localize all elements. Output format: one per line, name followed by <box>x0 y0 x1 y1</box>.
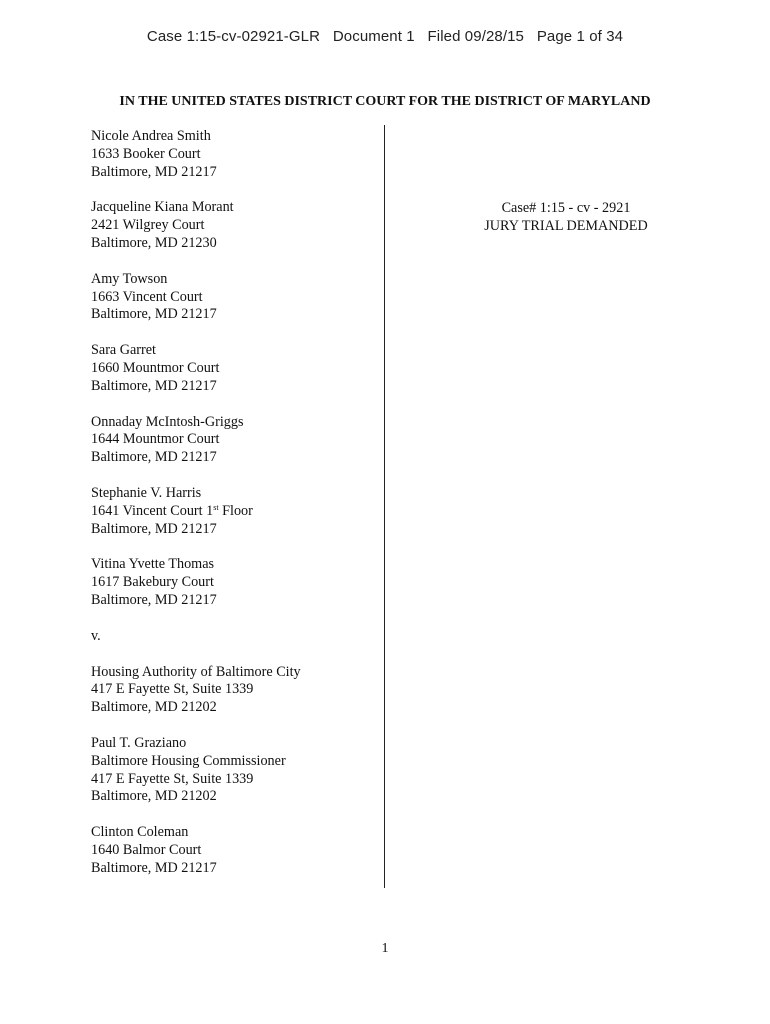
party-street <box>91 503 381 521</box>
party-city: Baltimore, MD 21217 <box>91 377 217 394</box>
party-city: Baltimore, MD 21217 <box>91 449 217 466</box>
caption-divider <box>384 125 385 888</box>
page-number: 1 <box>381 941 389 956</box>
party-street: 1617 Bakebury Court <box>91 574 214 591</box>
case-info <box>470 200 662 236</box>
party-name: Paul T. Graziano <box>91 734 187 751</box>
party-street: 1633 Booker Court <box>91 145 201 162</box>
party-name: Stephanie V. Harris <box>91 484 202 501</box>
defendant-block <box>91 824 381 877</box>
court-title: IN THE UNITED STATES DISTRICT COURT FOR THE DISTRICT OF MARYLAND <box>119 94 651 109</box>
party-city: Baltimore, MD 21217 <box>91 163 217 180</box>
street-main: 1641 Vincent Court 1 <box>91 502 214 519</box>
jury-demand: JURY TRIAL DEMANDED <box>484 217 648 234</box>
party-city: Baltimore, MD 21230 <box>91 234 217 251</box>
party-street: 1640 Balmor Court <box>91 841 202 858</box>
party-city: Baltimore, MD 21217 <box>91 591 217 608</box>
street-ordinal: st <box>213 502 219 512</box>
party-street: 417 E Fayette St, Suite 1339 <box>91 681 254 698</box>
party-name: Clinton Coleman <box>91 824 189 841</box>
defendant-block <box>91 664 381 717</box>
plaintiff-block <box>91 342 381 395</box>
party-street: 1660 Mountmor Court <box>91 359 220 376</box>
party-street: 1663 Vincent Court <box>91 288 203 305</box>
plaintiff-block <box>91 128 381 181</box>
filing-header <box>0 28 770 45</box>
party-street: 417 E Fayette St, Suite 1339 <box>91 770 254 787</box>
party-name: Vitina Yvette Thomas <box>91 556 215 573</box>
party-city: Baltimore, MD 21217 <box>91 859 217 876</box>
header-filed-date: Filed 09/28/15 <box>427 28 524 45</box>
party-city: Baltimore, MD 21217 <box>91 520 217 537</box>
party-name: Jacqueline Kiana Morant <box>91 199 234 216</box>
party-city: Baltimore, MD 21202 <box>91 788 217 805</box>
party-name: Nicole Andrea Smith <box>91 128 211 144</box>
plaintiff-block <box>91 271 381 324</box>
party-title: Baltimore Housing Commissioner <box>91 752 286 769</box>
header-document: Document 1 <box>332 28 415 45</box>
plaintiff-block <box>91 485 381 538</box>
plaintiff-block <box>91 414 381 467</box>
party-city: Baltimore, MD 21202 <box>91 699 217 716</box>
party-name: Amy Towson <box>91 270 168 287</box>
party-city: Baltimore, MD 21217 <box>91 306 217 323</box>
party-name: Sara Garret <box>91 342 156 359</box>
header-case-number: Case 1:15-cv-02921-GLR <box>146 28 321 45</box>
versus-label: v. <box>91 627 101 644</box>
header-page: Page 1 of 34 <box>536 28 624 45</box>
party-street: 1644 Mountmor Court <box>91 431 220 448</box>
case-number: Case# 1:15 - cv - 2921 <box>501 200 631 216</box>
street-floor: Floor <box>218 502 253 519</box>
party-name: Housing Authority of Baltimore City <box>91 663 301 680</box>
party-name: Onnaday McIntosh-Griggs <box>91 413 244 430</box>
caption-parties <box>91 128 381 896</box>
plaintiff-block <box>91 199 381 252</box>
plaintiff-block <box>91 556 381 609</box>
party-street: 2421 Wilgrey Court <box>91 217 205 234</box>
defendant-block <box>91 735 381 806</box>
